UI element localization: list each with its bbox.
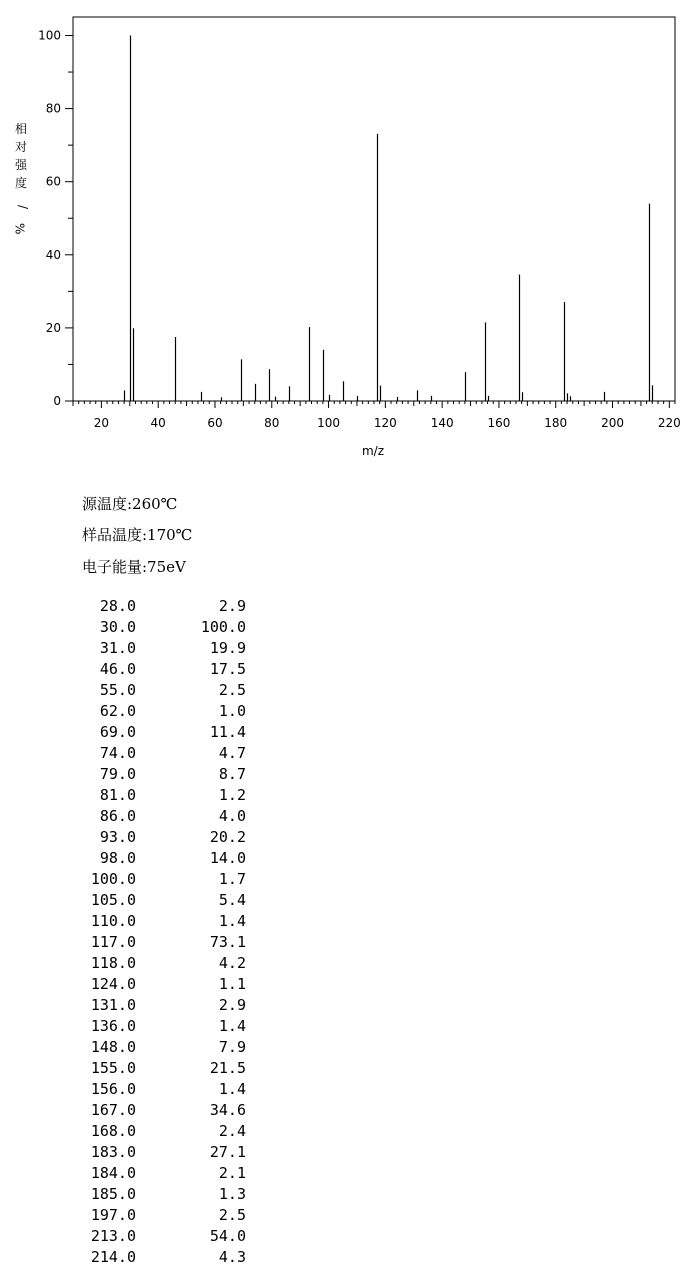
mz-value: 81.0 (99, 786, 136, 804)
abundance-value: 1.4 (218, 1017, 246, 1035)
abundance-value: 1.2 (218, 786, 246, 804)
y-axis (38, 29, 73, 409)
abundance-value: 5.4 (218, 891, 246, 909)
mz-value: 136.0 (90, 1017, 136, 1035)
peak-bars (125, 36, 653, 402)
abundance-value: 2.9 (218, 597, 246, 615)
abundance-value: 8.7 (218, 765, 246, 783)
mz-value: 100.0 (90, 870, 136, 888)
mz-value: 148.0 (90, 1038, 136, 1056)
mz-value: 98.0 (99, 849, 136, 867)
abundance-value: 27.1 (209, 1143, 246, 1161)
y-tick-label: 60 (45, 174, 61, 189)
abundance-value: 1.4 (218, 1080, 246, 1098)
mz-value: 110.0 (90, 912, 136, 930)
x-tick-label: 80 (264, 416, 280, 430)
abundance-value: 4.7 (218, 744, 246, 762)
abundance-value: 14.0 (209, 849, 246, 867)
abundance-value: 2.5 (218, 681, 246, 699)
abundance-value: 1.3 (218, 1185, 246, 1203)
abundance-value: 2.4 (218, 1122, 246, 1140)
mz-value: 86.0 (99, 807, 136, 825)
abundance-value: 1.0 (218, 702, 246, 720)
abundance-value: 1.7 (218, 870, 246, 888)
mz-value: 197.0 (90, 1206, 136, 1224)
x-tick-label: 140 (430, 416, 454, 430)
abundance-value: 73.1 (209, 933, 246, 951)
mz-value: 31.0 (99, 639, 136, 657)
abundance-value: 20.2 (209, 828, 246, 846)
mz-value: 117.0 (90, 933, 136, 951)
x-axis-label: m/z (361, 444, 385, 458)
mz-value: 118.0 (90, 954, 136, 972)
x-tick-label: 180 (544, 416, 568, 430)
abundance-value: 7.9 (218, 1038, 246, 1056)
mz-value: 69.0 (99, 723, 136, 741)
y-axis-label: 相对强度/ % (12, 122, 30, 235)
mz-value: 55.0 (99, 681, 136, 699)
mz-value: 105.0 (90, 891, 136, 909)
electron-energy: 电子能量:75eV (82, 558, 186, 576)
mz-value: 74.0 (99, 744, 136, 762)
y-tick-label: 100 (38, 28, 61, 43)
abundance-value: 100.0 (200, 618, 246, 636)
abundance-value: 17.5 (209, 660, 246, 678)
y-tick-label: 40 (45, 247, 61, 262)
mass-spectrum-chart (0, 0, 687, 470)
y-tick-label: 0 (53, 394, 61, 408)
mz-value: 30.0 (99, 618, 136, 636)
y-tick-label: 80 (45, 101, 61, 116)
mz-value: 93.0 (99, 828, 136, 846)
x-tick-label: 60 (207, 416, 223, 430)
abundance-value: 19.9 (209, 639, 246, 657)
abundance-value: 4.2 (218, 954, 246, 972)
mz-value: 79.0 (99, 765, 136, 783)
x-axis (73, 401, 681, 430)
abundance-value: 1.1 (218, 975, 246, 993)
abundance-value: 1.4 (218, 912, 246, 930)
mz-value: 62.0 (99, 702, 136, 720)
abundance-value: 11.4 (209, 723, 246, 741)
x-tick-label: 160 (487, 416, 511, 430)
abundance-value: 2.9 (218, 996, 246, 1014)
mz-value: 155.0 (90, 1059, 136, 1077)
mz-value: 184.0 (90, 1164, 136, 1182)
mz-value: 213.0 (90, 1227, 136, 1245)
abundance-value: 4.0 (218, 807, 246, 825)
y-tick-label: 20 (45, 320, 61, 335)
source-temperature: 源温度:260℃ (82, 495, 178, 513)
x-tick-label: 200 (601, 416, 624, 430)
mz-value: 185.0 (90, 1185, 136, 1203)
mz-value: 183.0 (90, 1143, 136, 1161)
x-tick-label: 20 (93, 416, 110, 430)
abundance-value: 4.3 (218, 1248, 246, 1266)
x-tick-label: 40 (150, 416, 166, 430)
x-tick-label: 100 (317, 416, 341, 430)
mz-value: 214.0 (90, 1248, 136, 1266)
x-tick-label: 120 (373, 416, 397, 430)
abundance-value: 34.6 (209, 1101, 246, 1119)
mz-value: 156.0 (90, 1080, 136, 1098)
abundance-value: 21.5 (209, 1059, 246, 1077)
mz-value: 131.0 (90, 996, 136, 1014)
abundance-value: 2.1 (218, 1164, 246, 1182)
mz-value: 124.0 (90, 975, 136, 993)
mz-value: 167.0 (90, 1101, 136, 1119)
x-tick-label: 220 (657, 416, 681, 430)
sample-temperature: 样品温度:170℃ (82, 526, 193, 544)
abundance-value: 2.5 (218, 1206, 246, 1224)
mz-value: 46.0 (99, 660, 136, 678)
abundance-value: 54.0 (209, 1227, 246, 1245)
mz-value: 168.0 (90, 1122, 136, 1140)
mz-value: 28.0 (99, 597, 136, 615)
plot-frame (73, 17, 675, 401)
